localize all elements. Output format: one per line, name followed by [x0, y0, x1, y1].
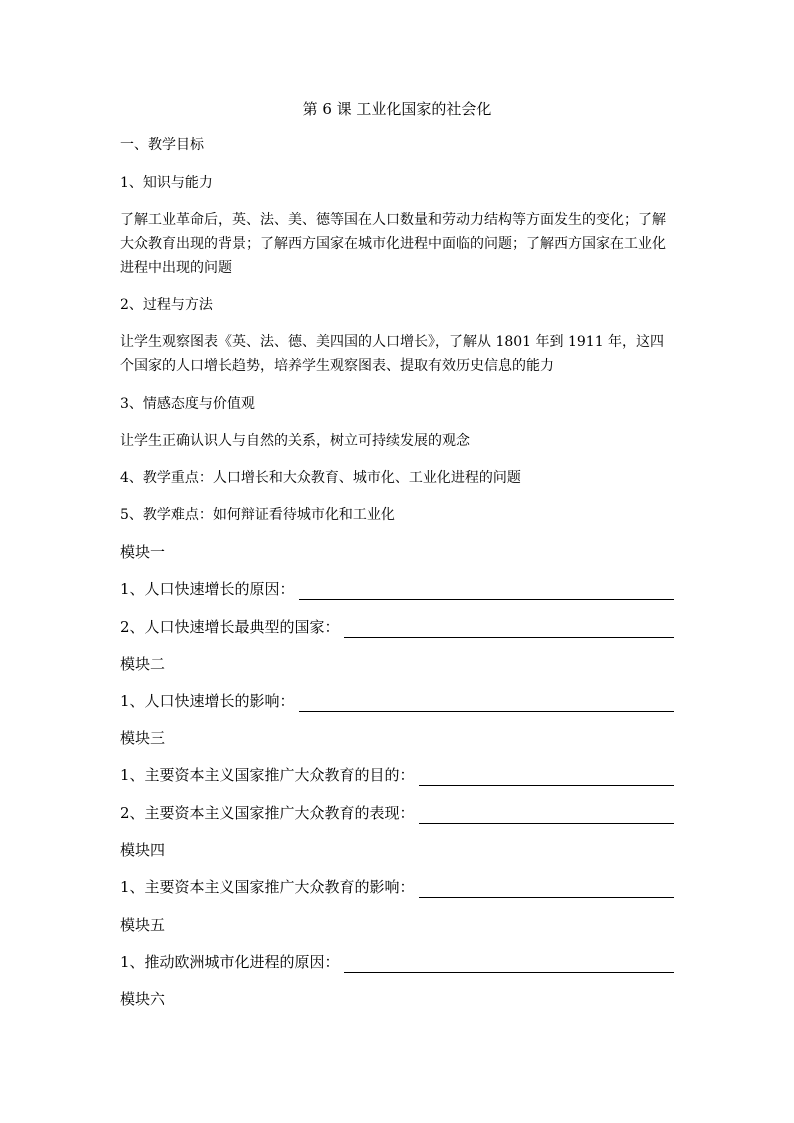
- question-row: [120, 690, 674, 712]
- key-point: 4、教学重点：人口增长和大众教育、城市化、工业化进程的问题: [120, 470, 521, 486]
- question-label: 1、主要资本主义国家推广大众教育的影响：: [120, 878, 415, 896]
- module-heading: 模块四: [120, 841, 166, 859]
- answer-blank[interactable]: [419, 767, 674, 786]
- question-label: 2、人口快速增长最典型的国家：: [120, 618, 340, 636]
- knowledge-text: 了解工业革命后，英、法、美、德等国在人口数量和劳动力结构等方面发生的变化；了解大众教育出现的背景；了解西方国家在城市化进程中面临的问题；了解西方国家在工业化进程中出现的问题: [120, 212, 666, 276]
- answer-blank[interactable]: [419, 879, 674, 898]
- question-label: 1、人口快速增长的影响：: [120, 692, 295, 710]
- emotion-text: 让学生正确认识人与自然的关系，树立可持续发展的观念: [120, 433, 470, 449]
- module-heading: 模块三: [120, 729, 166, 747]
- answer-blank[interactable]: [344, 954, 674, 973]
- module-heading: 模块二: [120, 655, 166, 673]
- difficulty: 5、教学难点：如何辩证看待城市化和工业化: [120, 507, 395, 523]
- module-heading: 模块一: [120, 543, 166, 561]
- question-row: [120, 764, 674, 786]
- question-row: [120, 876, 674, 898]
- answer-blank[interactable]: [344, 619, 674, 638]
- answer-blank[interactable]: [299, 581, 674, 600]
- question-label: 1、主要资本主义国家推广大众教育的目的：: [120, 766, 415, 784]
- question-label: 1、人口快速增长的原因：: [120, 580, 295, 598]
- answer-blank[interactable]: [299, 693, 674, 712]
- question-row: [120, 616, 674, 638]
- question-label: 2、主要资本主义国家推广大众教育的表现：: [120, 804, 415, 822]
- knowledge-heading: 1、知识与能力: [120, 175, 213, 191]
- answer-blank[interactable]: [419, 805, 674, 824]
- emotion-heading: 3、情感态度与价值观: [120, 396, 255, 412]
- page-title: 第 6 课 工业化国家的社会化: [302, 100, 492, 118]
- question-row: [120, 578, 674, 600]
- question-row: [120, 951, 674, 973]
- goals-heading: 一、教学目标: [120, 137, 204, 153]
- process-heading: 2、过程与方法: [120, 297, 213, 313]
- process-text: 让学生观察图表《英、法、德、美四国的人口增长》，了解从 1801 年到 1911 年，这四个国家的人口增长趋势，培养学生观察图表、提取有效历史信息的能力: [120, 334, 665, 374]
- question-row: [120, 802, 674, 824]
- question-label: 1、推动欧洲城市化进程的原因：: [120, 953, 340, 971]
- module-heading: 模块六: [120, 990, 166, 1008]
- module-heading: 模块五: [120, 916, 166, 934]
